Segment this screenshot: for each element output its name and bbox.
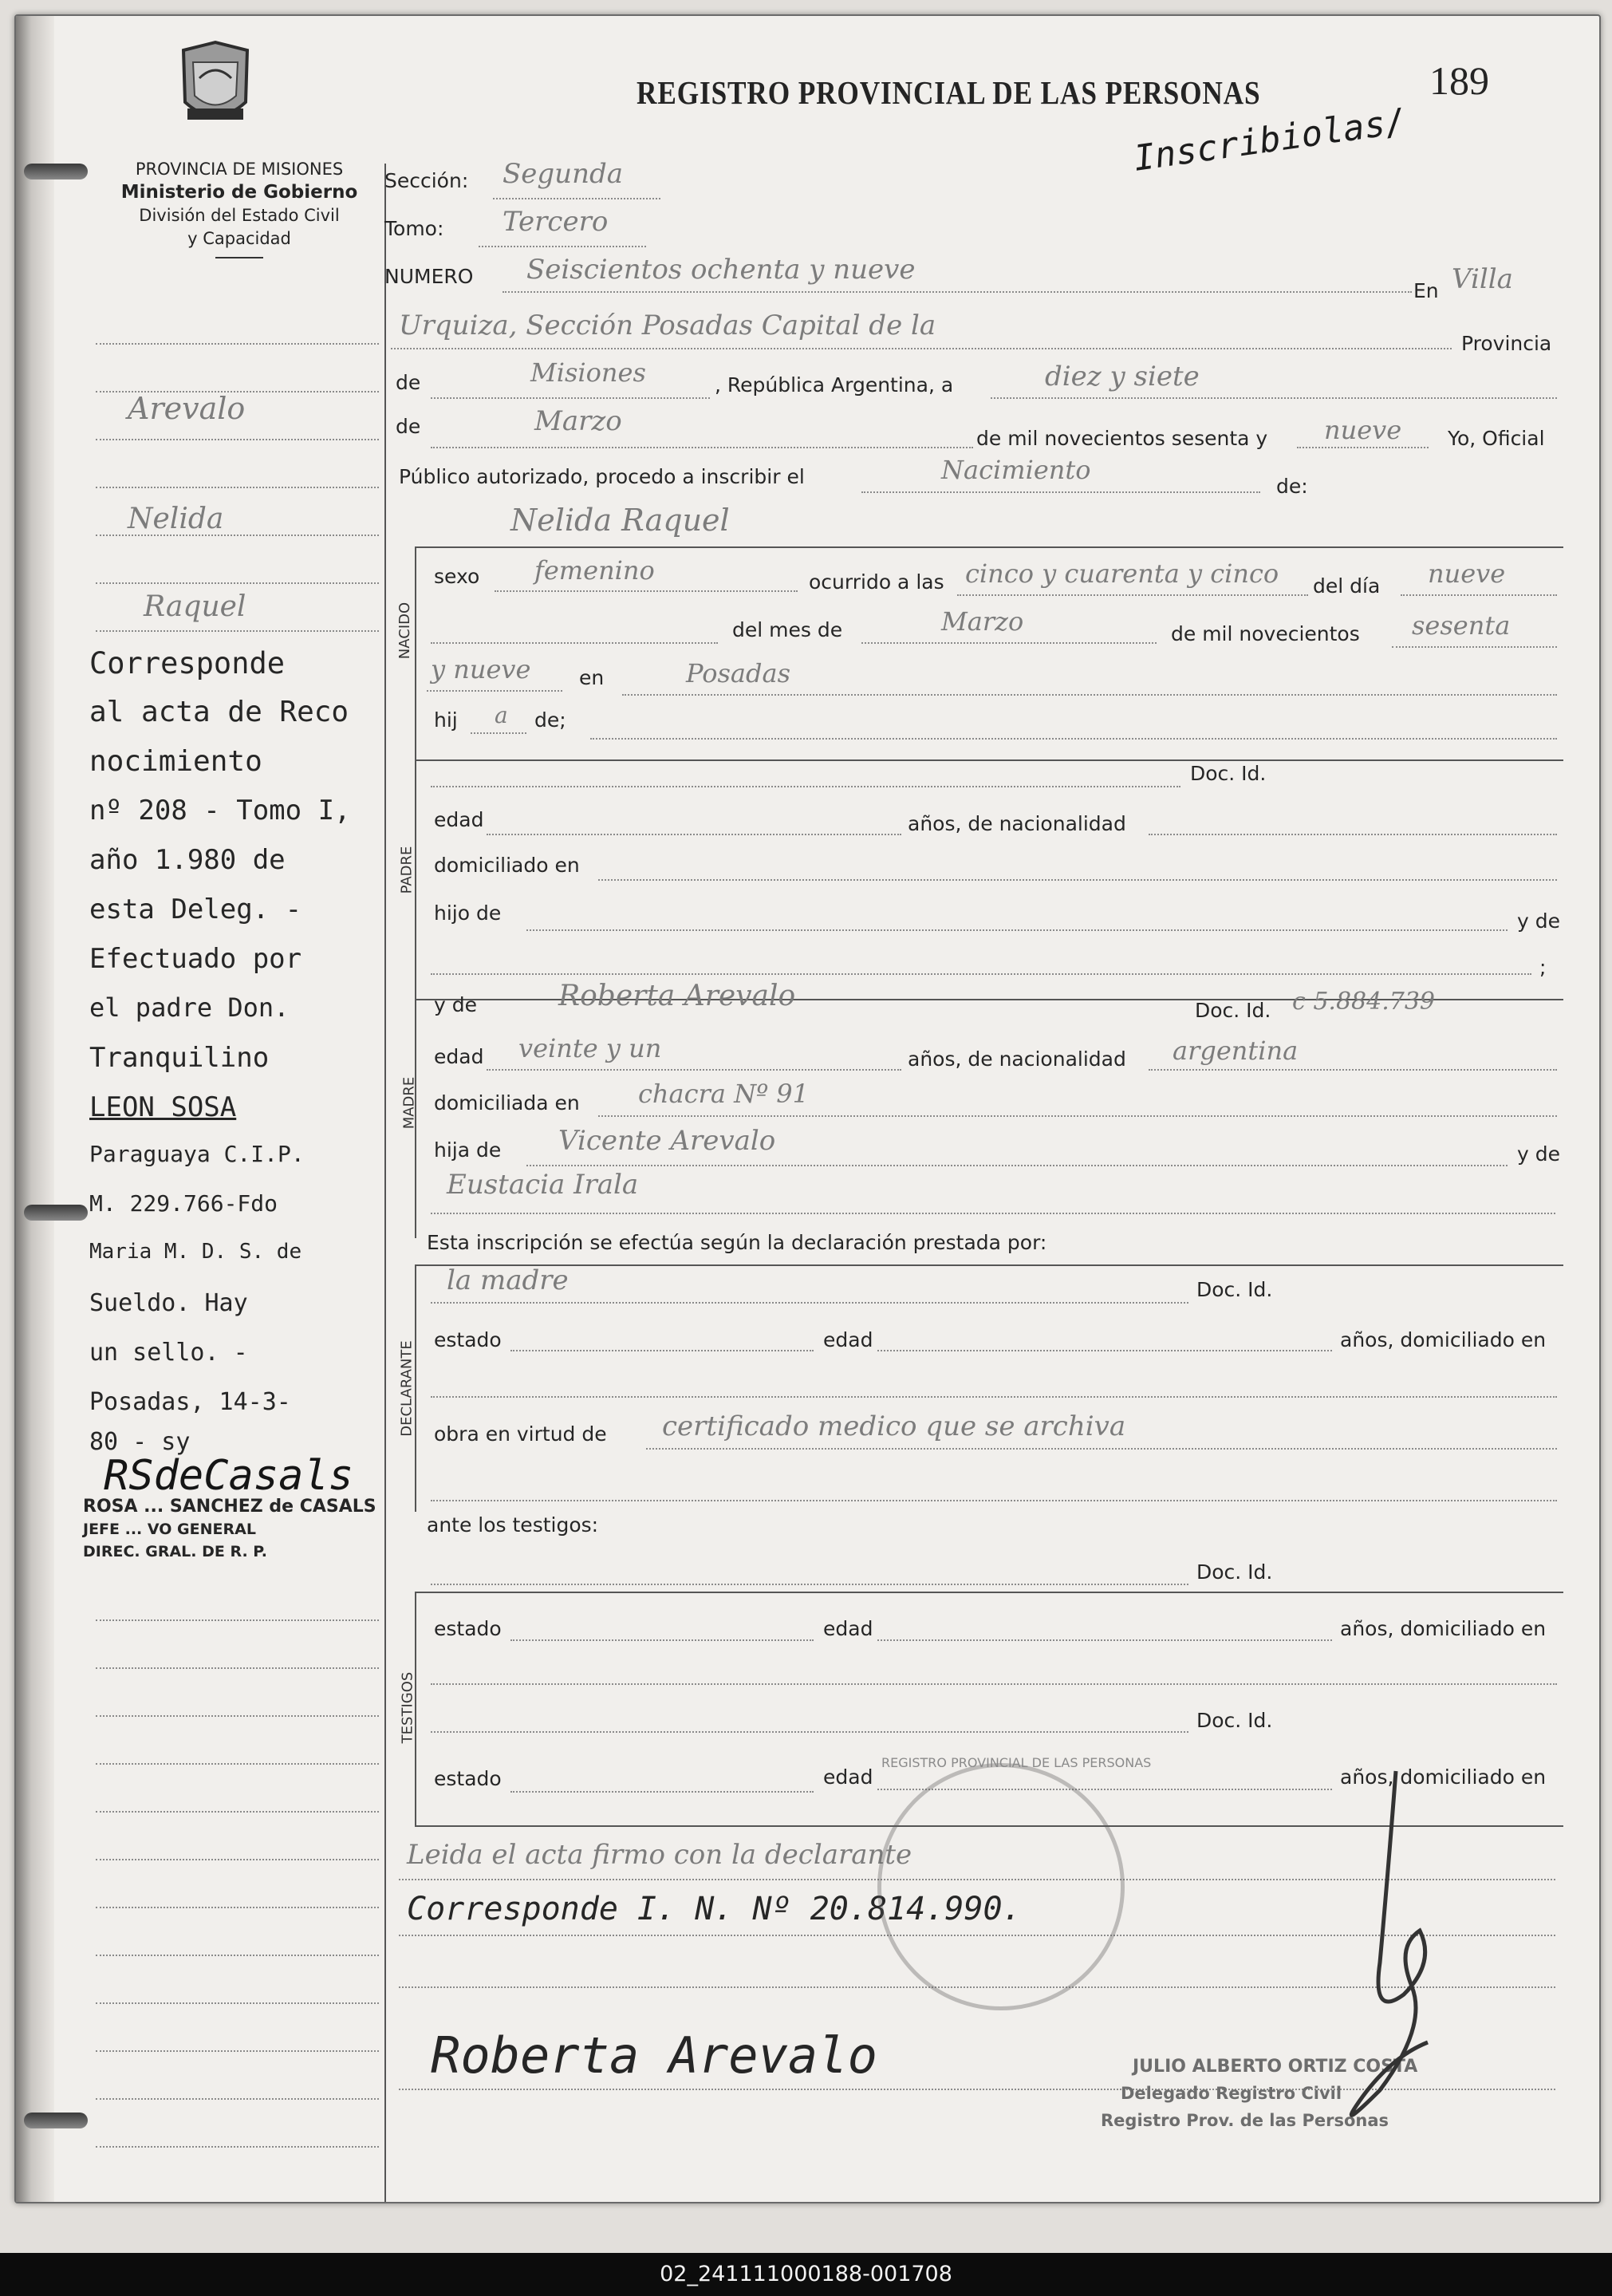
field-line bbox=[526, 929, 1508, 931]
label-seccion: Sección: bbox=[384, 169, 469, 192]
value-madre-nombre: Roberta Arevalo bbox=[558, 980, 796, 1012]
field-line bbox=[1392, 646, 1557, 648]
page-number: 189 bbox=[1429, 58, 1489, 103]
label-del-mes: del mes de bbox=[732, 618, 843, 641]
value-anio-nac-2: y nueve bbox=[431, 654, 531, 684]
field-line bbox=[431, 1213, 1555, 1214]
field-line bbox=[861, 642, 1157, 644]
label-estado: estado bbox=[434, 1328, 502, 1351]
field-line bbox=[590, 738, 1557, 740]
field-line bbox=[431, 973, 1531, 975]
section-label-declarante: DECLARANTE bbox=[398, 1340, 416, 1437]
field-line bbox=[427, 690, 562, 692]
value-obra: certificado medico que se archiva bbox=[662, 1410, 1126, 1442]
field-line bbox=[431, 786, 1180, 787]
field-line bbox=[431, 1396, 1557, 1398]
value-dia: diez y siete bbox=[1045, 361, 1200, 393]
label-doc-id-declarante: Doc. Id. bbox=[1196, 1278, 1273, 1301]
value-cierre: Leida el acta firmo con la declarante bbox=[407, 1839, 912, 1871]
field-line bbox=[1149, 1069, 1557, 1071]
field-line bbox=[431, 1683, 1557, 1685]
margin-note-line: Tranquilino bbox=[89, 1042, 270, 1074]
margin-note-line: Posadas, 14-3- bbox=[89, 1388, 291, 1416]
label-del-dia: del día bbox=[1313, 574, 1381, 598]
document-page bbox=[14, 14, 1601, 2203]
label-numero: NUMERO bbox=[384, 265, 474, 288]
value-mes: Marzo bbox=[534, 405, 622, 437]
value-acto: Nacimiento bbox=[941, 455, 1091, 485]
binding-ring bbox=[24, 1205, 88, 1221]
label-de: de bbox=[396, 371, 421, 394]
margin-rule bbox=[96, 1955, 379, 1956]
label-provincia: Provincia bbox=[1461, 332, 1552, 355]
field-line bbox=[510, 1350, 814, 1351]
value-tomo: Tercero bbox=[503, 206, 609, 238]
value-provincia: Misiones bbox=[530, 357, 646, 388]
field-line bbox=[431, 397, 710, 399]
field-line bbox=[877, 1350, 1332, 1351]
margin-rule bbox=[96, 1667, 379, 1669]
margin-rule bbox=[96, 2146, 379, 2148]
margin-separator bbox=[384, 164, 386, 2203]
margin-rule bbox=[96, 630, 379, 632]
margin-note-line: al acta de Reco bbox=[89, 696, 349, 728]
label-anos-domiciliado: años, domiciliado en bbox=[1340, 1328, 1547, 1351]
margin-rule bbox=[96, 439, 379, 440]
label-yo-oficial: Yo, Oficial bbox=[1448, 427, 1545, 450]
field-line bbox=[1401, 594, 1557, 596]
field-line bbox=[487, 1069, 901, 1071]
label-hija-de: hija de bbox=[434, 1138, 502, 1162]
field-line bbox=[991, 397, 1557, 399]
margin-note-line: esta Deleg. - bbox=[89, 894, 302, 925]
authority-ministry: Ministerio de Gobierno bbox=[120, 182, 358, 203]
margin-rule bbox=[96, 1619, 379, 1621]
section-label-testigos: TESTIGOS bbox=[399, 1671, 416, 1744]
binding-ring bbox=[24, 2113, 88, 2128]
label-publico: Público autorizado, procedo a inscribir el bbox=[399, 465, 805, 488]
label-mil-novecientos: de mil novecientos bbox=[1171, 622, 1360, 645]
margin-rule bbox=[96, 1859, 379, 1860]
field-line bbox=[431, 642, 718, 644]
label-en2: en bbox=[579, 666, 605, 689]
label-ocurrido: ocurrido a las bbox=[809, 570, 944, 594]
field-line bbox=[598, 879, 1557, 881]
document-title: REGISTRO PROVINCIAL DE LAS PERSONAS bbox=[637, 74, 1261, 111]
label-edad-t2: edad bbox=[823, 1765, 873, 1789]
label-nacionalidad-madre: años, de nacionalidad bbox=[908, 1047, 1126, 1071]
margin-note-line: LEON SOSA bbox=[89, 1091, 237, 1123]
value-declarante: la madre bbox=[447, 1264, 569, 1296]
field-line bbox=[526, 1165, 1508, 1166]
label-obra: obra en virtud de bbox=[434, 1422, 607, 1446]
label-tomo: Tomo: bbox=[384, 217, 444, 240]
margin-note-line: un sello. - bbox=[89, 1339, 248, 1367]
label-doc-id-testigo-1: Doc. Id. bbox=[1196, 1560, 1273, 1584]
field-line bbox=[622, 694, 1557, 696]
label-hij: hij bbox=[434, 708, 458, 732]
authority-province: PROVINCIA DE MISIONES bbox=[135, 160, 344, 179]
field-line bbox=[431, 1731, 1188, 1733]
label-hijo-de: hijo de bbox=[434, 901, 502, 925]
margin-note-line: año 1.980 de bbox=[89, 844, 286, 876]
value-madre-hija-de-2: Eustacia Irala bbox=[447, 1169, 639, 1201]
margin-rule bbox=[96, 2002, 379, 2004]
value-hij-suffix: a bbox=[495, 702, 508, 728]
official-signature-icon bbox=[1260, 1755, 1484, 2154]
section-rule bbox=[415, 1264, 1563, 1266]
field-line bbox=[487, 834, 901, 835]
label-testigos: ante los testigos: bbox=[427, 1513, 599, 1537]
label-edad-declarante: edad bbox=[823, 1328, 873, 1351]
field-line bbox=[495, 590, 798, 592]
registry-seal-text: REGISTRO PROVINCIAL DE LAS PERSONAS bbox=[881, 1755, 1152, 1770]
binding-spine bbox=[16, 16, 54, 2202]
value-madre-doc: c 5.884.739 bbox=[1292, 988, 1436, 1016]
field-line bbox=[598, 1115, 1557, 1117]
field-line bbox=[493, 198, 660, 199]
label-y-de-madre: y de bbox=[434, 993, 477, 1016]
label-estado-t2: estado bbox=[434, 1767, 502, 1790]
label-domiciliada: domiciliada en bbox=[434, 1091, 580, 1114]
label-edad-t1: edad bbox=[823, 1617, 873, 1640]
label-mil-sesenta: de mil novecientos sesenta y bbox=[976, 427, 1268, 450]
label-estado-t1: estado bbox=[434, 1617, 502, 1640]
label-y-de-2: y de bbox=[1517, 1142, 1560, 1166]
field-line bbox=[479, 246, 646, 247]
field-line bbox=[503, 291, 1412, 293]
authority-division: División del Estado Civil bbox=[139, 206, 340, 225]
section-label-madre: MADRE bbox=[400, 1076, 418, 1130]
margin-note-line: Efectuado por bbox=[89, 943, 302, 975]
field-line bbox=[510, 1791, 814, 1793]
field-line bbox=[471, 732, 526, 734]
label-republica: , República Argentina, a bbox=[715, 373, 954, 396]
margin-note-line: nocimiento bbox=[89, 745, 262, 778]
mother-signature: Roberta Arevalo bbox=[431, 2026, 877, 2085]
margin-middle-name: Raquel bbox=[144, 590, 246, 623]
margin-surname: Arevalo bbox=[128, 391, 246, 426]
label-nacionalidad: años, de nacionalidad bbox=[908, 812, 1126, 835]
value-madre-edad: veinte y un bbox=[518, 1033, 662, 1063]
value-mes-nac: Marzo bbox=[941, 606, 1024, 637]
label-de2: de bbox=[396, 415, 421, 438]
label-anos-domiciliado-t2: años, domiciliado en bbox=[1340, 1765, 1547, 1789]
section-rule bbox=[415, 546, 1563, 548]
value-anio-nac: sesenta bbox=[1412, 610, 1511, 641]
value-dia-nac: nueve bbox=[1428, 558, 1506, 589]
official-office: Registro Prov. de las Personas bbox=[1101, 2111, 1389, 2130]
field-line bbox=[1149, 834, 1557, 835]
field-line bbox=[957, 594, 1308, 596]
value-nombre: Nelida Raquel bbox=[510, 503, 730, 538]
value-madre-dom: chacra Nº 91 bbox=[638, 1079, 810, 1109]
field-line bbox=[431, 1500, 1557, 1501]
label-doc-id-testigo-2: Doc. Id. bbox=[1196, 1709, 1273, 1732]
margin-note-line: Paraguaya C.I.P. bbox=[89, 1141, 305, 1167]
handwritten-annotation: Inscribiolas/ bbox=[1131, 101, 1409, 179]
provincial-crest-icon bbox=[175, 38, 255, 134]
field-line bbox=[877, 1639, 1332, 1641]
label-edad-madre: edad bbox=[434, 1045, 484, 1068]
section-label-nacido: NACIDO bbox=[396, 602, 414, 660]
authority-block bbox=[72, 158, 407, 258]
value-numero: Seiscientos ochenta y nueve bbox=[526, 254, 916, 286]
margin-rule bbox=[96, 1715, 379, 1717]
label-doc-id: Doc. Id. bbox=[1190, 762, 1267, 785]
value-seccion: Segunda bbox=[503, 158, 624, 190]
section-rule bbox=[415, 759, 1563, 761]
official-name: JULIO ALBERTO ORTIZ COSTA bbox=[1133, 2057, 1418, 2077]
value-hora: cinco y cuarenta y cinco bbox=[965, 558, 1279, 589]
value-en: Villa bbox=[1452, 263, 1513, 295]
image-id-footer: 02_241111000188-001708 bbox=[0, 2253, 1612, 2296]
margin-stamp-line: ROSA ... SANCHEZ de CASALS bbox=[83, 1497, 376, 1517]
authority-division-2: y Capacidad bbox=[187, 229, 291, 248]
margin-stamp-line: JEFE ... VO GENERAL bbox=[83, 1521, 256, 1538]
margin-rule bbox=[96, 1763, 379, 1765]
label-de-colon: de: bbox=[1276, 475, 1308, 498]
official-title: Delegado Registro Civil bbox=[1121, 2084, 1342, 2103]
value-corresponde: Corresponde I. N. Nº 20.814.990. bbox=[407, 1891, 1022, 1927]
value-sexo: femenino bbox=[534, 555, 655, 586]
value-madre-hija-de: Vicente Arevalo bbox=[558, 1125, 776, 1157]
field-line bbox=[431, 1302, 1188, 1304]
value-madre-nac: argentina bbox=[1173, 1036, 1299, 1066]
margin-note-line: 80 - sy bbox=[89, 1428, 191, 1456]
margin-note-line: Sueldo. Hay bbox=[89, 1289, 248, 1317]
label-sexo: sexo bbox=[434, 565, 480, 588]
field-line bbox=[646, 1448, 1557, 1450]
field-line bbox=[1297, 447, 1429, 448]
margin-note-line: Maria M. D. S. de bbox=[89, 1240, 302, 1264]
margin-rule bbox=[96, 487, 379, 488]
margin-rule bbox=[96, 343, 379, 345]
field-line bbox=[431, 1584, 1188, 1585]
margin-signature: RSdeCasals bbox=[104, 1452, 354, 1500]
margin-rule bbox=[96, 1811, 379, 1813]
section-label-padre: PADRE bbox=[398, 846, 416, 894]
label-y-de: y de bbox=[1517, 909, 1560, 933]
value-lugar: Urquiza, Sección Posadas Capital de la bbox=[399, 310, 936, 341]
margin-note-line: el padre Don. bbox=[89, 992, 290, 1023]
margin-rule bbox=[96, 2098, 379, 2100]
label-edad: edad bbox=[434, 808, 484, 831]
margin-note-line: nº 208 - Tomo I, bbox=[89, 795, 351, 826]
field-line bbox=[391, 348, 1452, 349]
margin-rule bbox=[96, 1907, 379, 1908]
registry-seal bbox=[877, 1763, 1125, 2010]
margin-note-line: M. 229.766-Fdo bbox=[89, 1190, 278, 1217]
field-line bbox=[510, 1639, 814, 1641]
field-line bbox=[431, 447, 973, 448]
field-line bbox=[861, 491, 1260, 493]
value-lugar-nac: Posadas bbox=[686, 658, 790, 688]
label-de-semicolon: de; bbox=[534, 708, 566, 732]
authority-rule bbox=[215, 257, 263, 258]
label-semicolon: ; bbox=[1539, 956, 1547, 979]
label-esta-inscripcion: Esta inscripción se efectúa según la declaración prestada por: bbox=[427, 1231, 1047, 1254]
label-anos-domiciliado-t1: años, domiciliado en bbox=[1340, 1617, 1547, 1640]
value-anio: nueve bbox=[1324, 415, 1402, 445]
margin-given-name: Nelida bbox=[128, 503, 224, 535]
margin-rule bbox=[96, 582, 379, 584]
margin-note-line: Corresponde bbox=[89, 646, 286, 681]
label-en: En bbox=[1413, 279, 1439, 302]
label-domiciliado: domiciliado en bbox=[434, 854, 580, 877]
label-doc-id-madre: Doc. Id. bbox=[1195, 999, 1271, 1022]
margin-rule bbox=[96, 2050, 379, 2052]
margin-stamp-line: DIREC. GRAL. DE R. P. bbox=[83, 1543, 267, 1560]
section-rule bbox=[415, 1592, 1563, 1593]
